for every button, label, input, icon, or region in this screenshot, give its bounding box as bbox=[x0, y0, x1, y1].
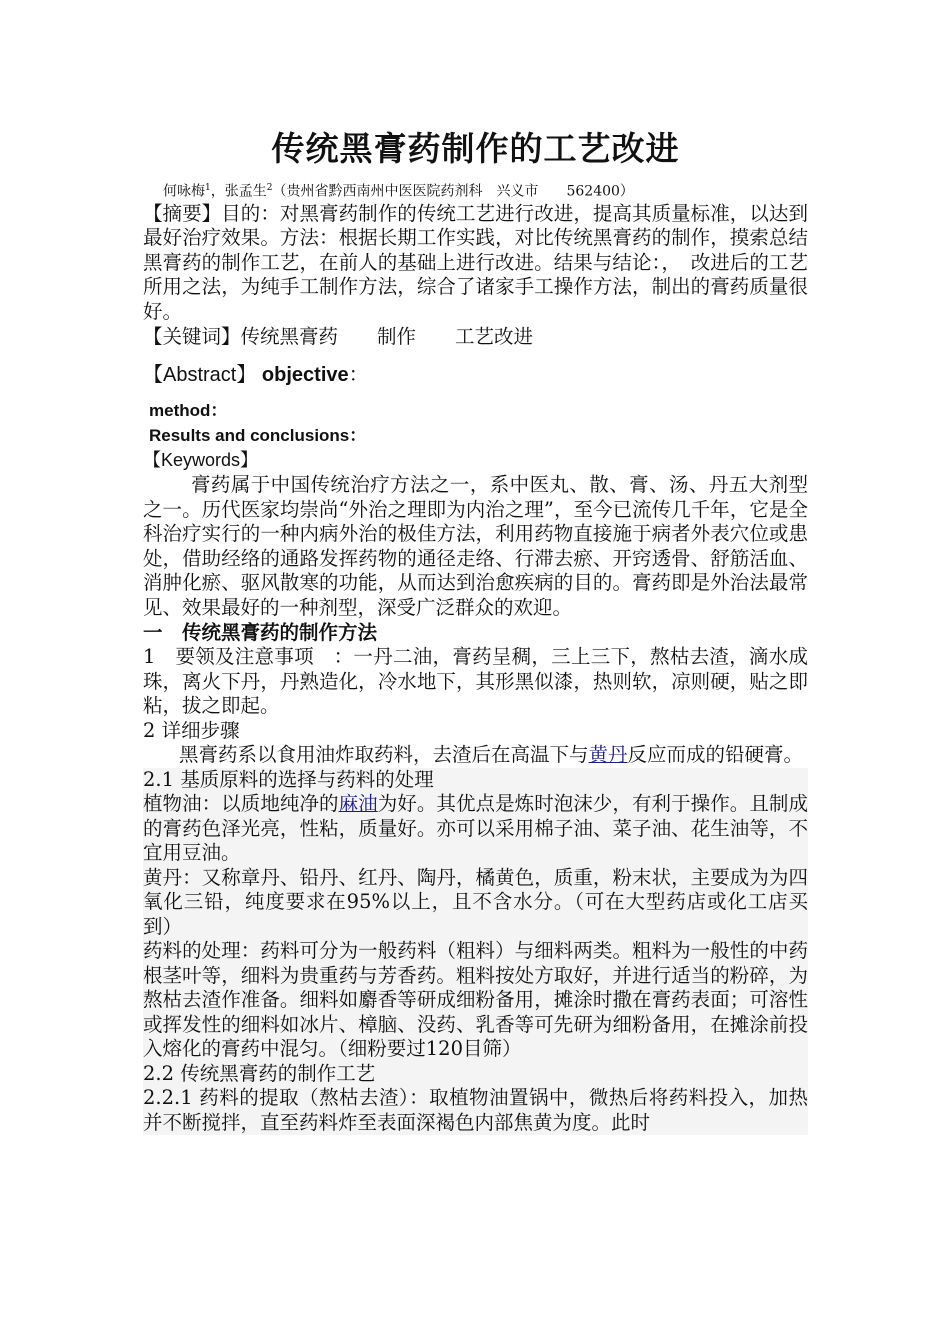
oil-after: 为好。其优点是炼时泡沫少，有利于操作。且制成的膏药色泽光亮，性粘，质量好。亦可以采用棉子油、菜子油、花生油等，不宜用豆油。 bbox=[143, 792, 808, 865]
intro-paragraph: 膏药属于中国传统治疗方法之一，系中医丸、散、膏、汤、丹五大剂型之一。历代医家均崇尚“外治之理即为内治之理”，至今已流传几千年，它是全科治疗实行的一种内病外治的极佳方法，利用药物直接施于病者外表穴位或患处，借助经络的通路发挥药物的通径走络、行滞去瘀、开窍透骨、舒筋活血、消肿化瘀、驱风散寒的功能，从而达到治愈疾病的目的。膏药即是外治法最常见、效果最好的一种剂型，深受广泛群众的欢迎。 bbox=[143, 473, 808, 619]
subsection-2-2: 2.2 传统黑膏药的制作工艺 bbox=[143, 1061, 376, 1085]
huangdan-paragraph: 黄丹：又称章丹、铅丹、红丹、陶丹，橘黄色，质重，粉末状，主要成为为四氧化三铅，纯度要求在95%以上，且不含水分。（可在大型药店或化工店买到） bbox=[143, 865, 808, 938]
author-1: 何咏梅 bbox=[163, 183, 205, 200]
document-page bbox=[143, 120, 808, 1135]
para-2-before: 黑膏药系以食用油炸取药料，去渣后在高温下与 bbox=[179, 743, 589, 767]
abstract-cn: 【摘要】目的：对黑膏药制作的传统工艺进行改进，提高其质量标准，以达到最好治疗效果。方法：根据长期工作实践，对比传统黑膏药的制作，摸索总结黑膏药的制作工艺，在前人的基础上进行改进。结果与结论：， 改进后的工艺所用之法，为纯手工制作方法，综合了诸家手工操作方法，制出的膏药质量很好。 bbox=[143, 201, 808, 323]
processing-paragraph: 药料的处理：药料可分为一般药料（粗料）与细料两类。粗料为一般性的中药根茎叶等，细料为贵重药与芳香药。粗料按处方取好，并进行适当的粉碎，为熬枯去渣作准备。细料如麝香等研成细粉备用，摊涂时撒在膏药表面；可溶性或挥发性的细料如冰片、樟脑、没药、乳香等可先研为细粉备用，在摊涂前投入熔化的膏药中混匀。（细粉要过120目筛） bbox=[143, 939, 808, 1061]
authors-line bbox=[163, 178, 808, 202]
para-1-key-points: 1 要领及注意事项 ：一丹二油，膏药呈稠，三上三下，熬枯去渣，滴水成珠，离火下丹，丹熟造化，冷水地下，其形黑似漆，热则软，凉则硬，贴之即粘，拔之即起。 bbox=[143, 645, 808, 718]
link-huangdan[interactable]: 黄丹 bbox=[588, 743, 628, 767]
subsection-2-2-1: 2.2.1 药料的提取（熬枯去渣）：取植物油置锅中，微热后将药料投入，加热并不断搅拌，直至药料炸至表面深褐色内部焦黄为度。此时 bbox=[143, 1086, 808, 1134]
step-2-title: 2 详细步骤 bbox=[143, 718, 240, 742]
author-2: 张孟生 bbox=[224, 183, 267, 200]
abstract-en-label: 【Abstract】 bbox=[143, 364, 257, 387]
link-mayou[interactable]: 麻油 bbox=[338, 792, 378, 816]
results-en: Results and conclusions： bbox=[149, 426, 367, 446]
page-title: 传统黑膏药制作的工艺改进 bbox=[271, 129, 680, 168]
shaded-block bbox=[143, 768, 808, 1136]
oil-paragraph bbox=[143, 792, 808, 866]
abstract-en-objective: objective bbox=[256, 364, 349, 387]
subsection-2-1: 2.1 基质原料的选择与药料的处理 bbox=[143, 767, 434, 791]
author-separator: ， bbox=[210, 183, 225, 200]
keywords-cn: 【关键词】传统黑膏药 制作 工艺改进 bbox=[143, 325, 534, 349]
method-en: method： bbox=[149, 401, 228, 421]
oil-before: 植物油：以质地纯净的 bbox=[143, 792, 339, 816]
affiliation: （贵州省黔西南州中医医院药剂科 兴义市 562400） bbox=[272, 183, 634, 200]
para-2-after: 反应而成的铅硬膏。 bbox=[627, 743, 804, 767]
keywords-en: 【Keywords】 bbox=[143, 450, 259, 471]
section-1-title: 一 传统黑膏药的制作方法 bbox=[143, 621, 378, 645]
abstract-en bbox=[143, 362, 808, 388]
abstract-en-colon: ： bbox=[348, 364, 369, 387]
author-1-sup: 1 bbox=[205, 183, 211, 193]
para-2-intro bbox=[143, 743, 808, 768]
author-2-sup: 2 bbox=[266, 183, 273, 193]
